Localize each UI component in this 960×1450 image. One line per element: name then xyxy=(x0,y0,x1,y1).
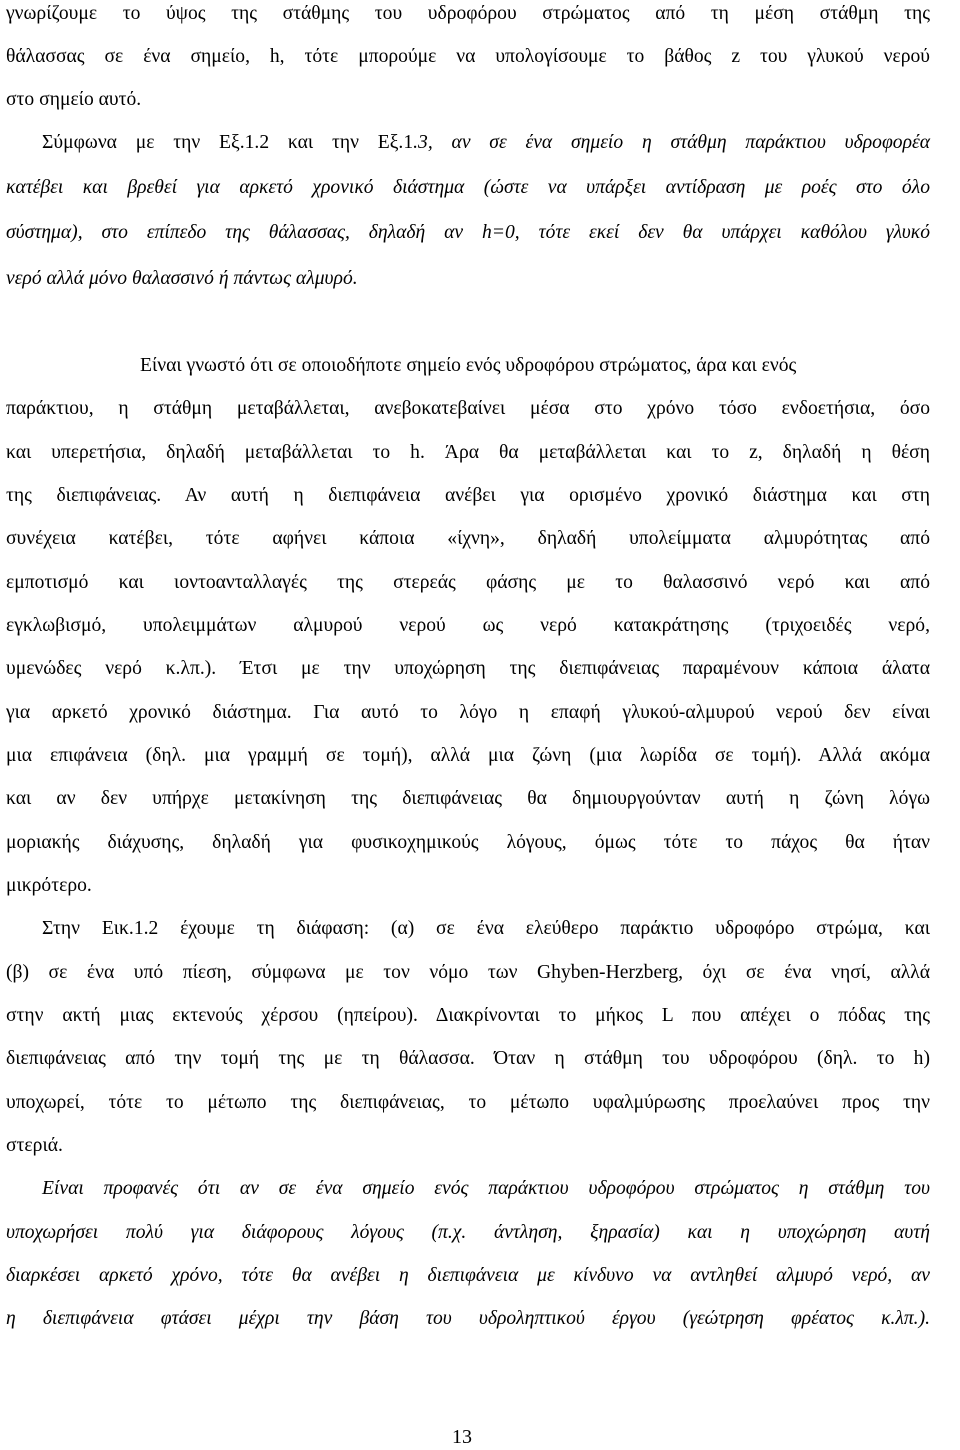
text-line: για αρκετό χρονικό διάστημα. Για αυτό το λόγο η επαφή γλυκού-αλμυρού νερού δεν είναι xyxy=(6,702,930,723)
text-line: στεριά. xyxy=(6,1135,63,1156)
text-line: η διεπιφάνεια φτάσει μέχρι την βάση του υδροληπτικού έργου (γεώτρηση φρέατος κ.λπ.). xyxy=(6,1308,930,1329)
text-line: γνωρίζουμε το ύψος της στάθμης του υδροφόρου στρώματος από τη μέση στάθμη της xyxy=(6,3,930,24)
text-line: εμποτισμό και ιοντοανταλλαγές της στερεάς φάσης με το θαλασσινό νερό και από xyxy=(6,572,930,593)
text-line: Στην Εικ.1.2 έχουμε τη διάφαση: (α) σε ένα ελεύθερο παράκτιο υδροφόρο στρώμα, και xyxy=(42,918,930,939)
text-line: διεπιφάνειας από την τομή της με τη θάλασσα. Όταν η στάθμη του υδροφόρου (δηλ. το h) xyxy=(6,1048,930,1069)
text-italic-part: .3, αν σε ένα σημείο η στάθμη παράκτιου υδροφορέα xyxy=(413,132,930,153)
text-line: νερό αλλά μόνο θαλασσινό ή πάντως αλμυρό. xyxy=(6,268,358,289)
text-line: Είναι γνωστό ότι σε οποιοδήποτε σημείο ενός υδροφόρου στρώματος, άρα και ενός xyxy=(140,355,797,376)
text-line: διαρκέσει αρκετό χρόνο, τότε θα ανέβει η διεπιφάνεια με κίνδυνο να αντληθεί αλμυρό νερό, αν xyxy=(6,1265,930,1286)
text-line: της διεπιφάνειας. Αν αυτή η διεπιφάνεια ανέβει για ορισμένο χρονικό διάστημα και στη xyxy=(6,485,930,506)
text-line: υποχωρεί, τότε το μέτωπο της διεπιφάνειας, το μέτωπο υφαλμύρωσης προελαύνει προς την xyxy=(6,1092,930,1113)
text-line: Είναι προφανές ότι αν σε ένα σημείο ενός παράκτιου υδροφόρου στρώματος η στάθμη του xyxy=(42,1178,930,1199)
text-line: μια επιφάνεια (δηλ. μια γραμμή σε τομή), αλλά μια ζώνη (μια λωρίδα σε τομή). Αλλά ακόμα xyxy=(6,745,930,766)
text-line: μικρότερο. xyxy=(6,875,92,896)
text-line: συνέχεια κατέβει, τότε αφήνει κάποια «ίχνη», δηλαδή υπολείμματα αλμυρότητας από xyxy=(6,528,930,549)
text-line: θάλασσας σε ένα σημείο, h, τότε μπορούμε να υπολογίσουμε το βάθος z του γλυκού νερού xyxy=(6,46,930,67)
text-line: στην ακτή μιας εκτενούς χέρσου (ηπείρου). Διακρίνονται το μήκος L που απέχει ο πόδας της xyxy=(6,1005,930,1026)
text-line: (β) σε ένα υπό πίεση, σύμφωνα με τον νόμο των Ghyben-Herzberg, όχι σε ένα νησί, αλλά xyxy=(6,962,930,983)
text-line: υποχωρήσει πολύ για διάφορους λόγους (π.χ. άντληση, ξηρασία) και η υποχώρηση αυτή xyxy=(6,1222,930,1243)
text-line-mixed xyxy=(42,130,930,156)
text-line: και αν δεν υπήρχε μετακίνηση της διεπιφάνειας θα δημιουργούνταν αυτή η ζώνη λόγω xyxy=(6,788,930,809)
text-normal-part: Σύμφωνα με την Εξ.1.2 και την Εξ.1 xyxy=(42,132,414,153)
text-line: και υπερετήσια, δηλαδή μεταβάλλεται το h. Άρα θα μεταβάλλεται και το z, δηλαδή η θέση xyxy=(6,442,930,463)
text-line: μοριακής διάχυσης, δηλαδή για φυσικοχημικούς λόγους, όμως τότε το πάχος θα ήταν xyxy=(6,832,930,853)
text-line: σύστημα), στο επίπεδο της θάλασσας, δηλαδή αν h=0, τότε εκεί δεν θα υπάρχει καθόλου γλυκό xyxy=(6,222,930,243)
text-line: υμενώδες νερό κ.λπ.). Έτσι με την υποχώρηση της διεπιφάνειας παραμένουν κάποια άλατα xyxy=(6,658,930,679)
text-line: παράκτιου, η στάθμη μεταβάλλεται, ανεβοκατεβαίνει μέσα στο χρόνο τόσο ενδοετήσια, όσο xyxy=(6,398,930,419)
text-line: στο σημείο αυτό. xyxy=(6,89,142,110)
text-line: κατέβει και βρεθεί για αρκετό χρονικό διάστημα (ώστε να υπάρξει αντίδραση με ροές στο όλο xyxy=(6,177,930,198)
page-number: 13 xyxy=(452,1426,472,1448)
text-line: εγκλωβισμό, υπολειμμάτων αλμυρού νερού ως νερό κατακράτησης (τριχοειδές νερό, xyxy=(6,615,930,636)
